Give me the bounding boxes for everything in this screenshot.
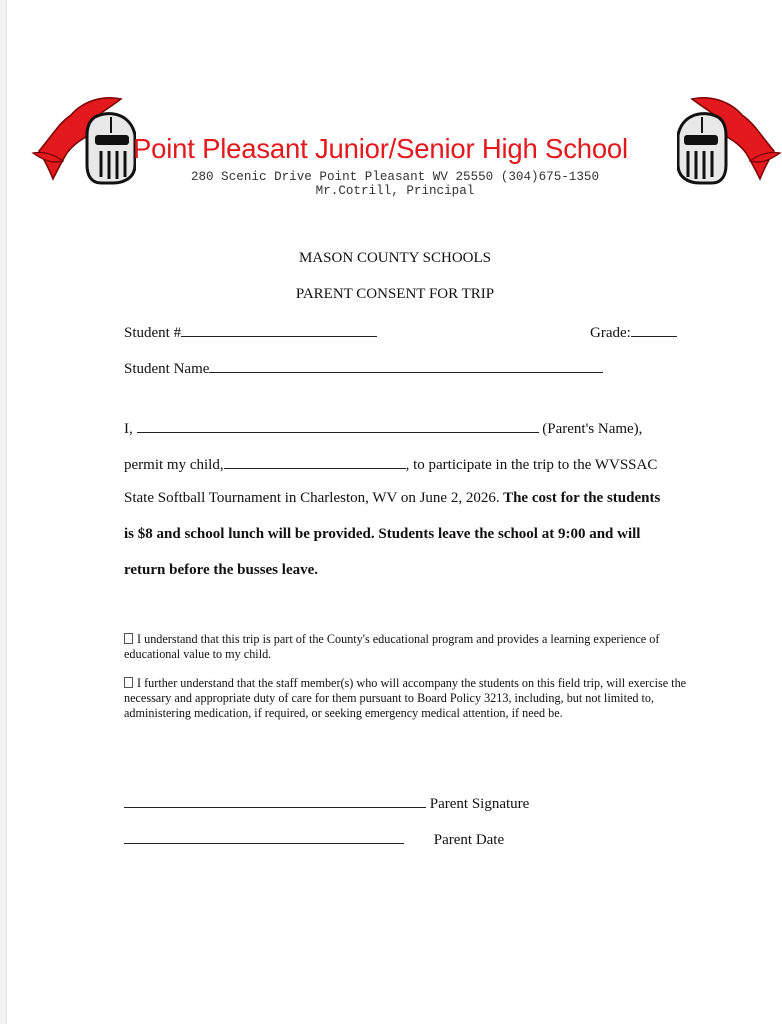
event-line (124, 490, 660, 507)
org-heading: MASON COUNTY SCHOOLS (299, 250, 491, 266)
parent-signature-row (124, 793, 529, 813)
ack-1-checkbox[interactable] (124, 633, 133, 644)
parent-name-row (124, 418, 642, 438)
ack-1 (124, 632, 694, 662)
ack-1-text: I understand that this trip is part of the County's educational program and provides a learning experience of educational value to my child. (124, 632, 660, 661)
parent-date-label: Parent Date (433, 832, 505, 848)
cost-text-1: The cost for the students (499, 490, 661, 506)
student-name-label: Student Name (124, 361, 210, 377)
cost-text-2: is $8 and school lunch will be provided. Students leave the school at 9:00 and will (124, 526, 641, 542)
student-number-row (124, 322, 377, 342)
document-page (6, 0, 782, 1024)
event-text: State Softball Tournament in Charleston, WV on June 2, 2026. (124, 490, 500, 506)
school-name: Point Pleasant Junior/Senior High School (133, 133, 628, 164)
parent-signature-field[interactable] (124, 793, 426, 808)
permit-row (124, 454, 657, 474)
participate-text: , to participate in the trip to the WVSSAC (405, 457, 658, 473)
student-number-field[interactable] (181, 322, 377, 337)
parent-name-field[interactable] (137, 418, 539, 433)
child-name-field[interactable] (224, 454, 406, 469)
student-name-field[interactable] (209, 358, 603, 373)
permit-label: permit my child, (124, 457, 224, 473)
ack-2-checkbox[interactable] (124, 677, 133, 688)
ack-2-text: I further understand that the staff member(s) who will accompany the students on this field trip, will exercise the necessary and appropriate duty of care for them pursuant to Board Policy 3213, including, but not limited to, administering medication, if required, or seeking emergency medical attention, if need be. (124, 676, 687, 720)
parent-date-row (124, 829, 504, 849)
ack-2 (124, 676, 694, 721)
i-label: I, (124, 421, 133, 437)
form-title: PARENT CONSENT FOR TRIP (295, 286, 495, 302)
school-address: 280 Scenic Drive Point Pleasant WV 25550 (304)675-1350 (190, 170, 600, 184)
parent-date-field[interactable] (124, 829, 404, 844)
cost-text-3: return before the busses leave. (124, 562, 319, 578)
parents-name-label: (Parent's Name), (542, 421, 643, 437)
student-name-row (124, 358, 603, 378)
principal-name: Mr.Cotrill, Principal (315, 184, 475, 198)
student-number-label: Student # (124, 325, 182, 341)
grade-field[interactable] (631, 322, 677, 337)
parent-signature-label: Parent Signature (429, 796, 530, 812)
grade-label: Grade: (590, 325, 631, 341)
grade-row (590, 322, 677, 342)
